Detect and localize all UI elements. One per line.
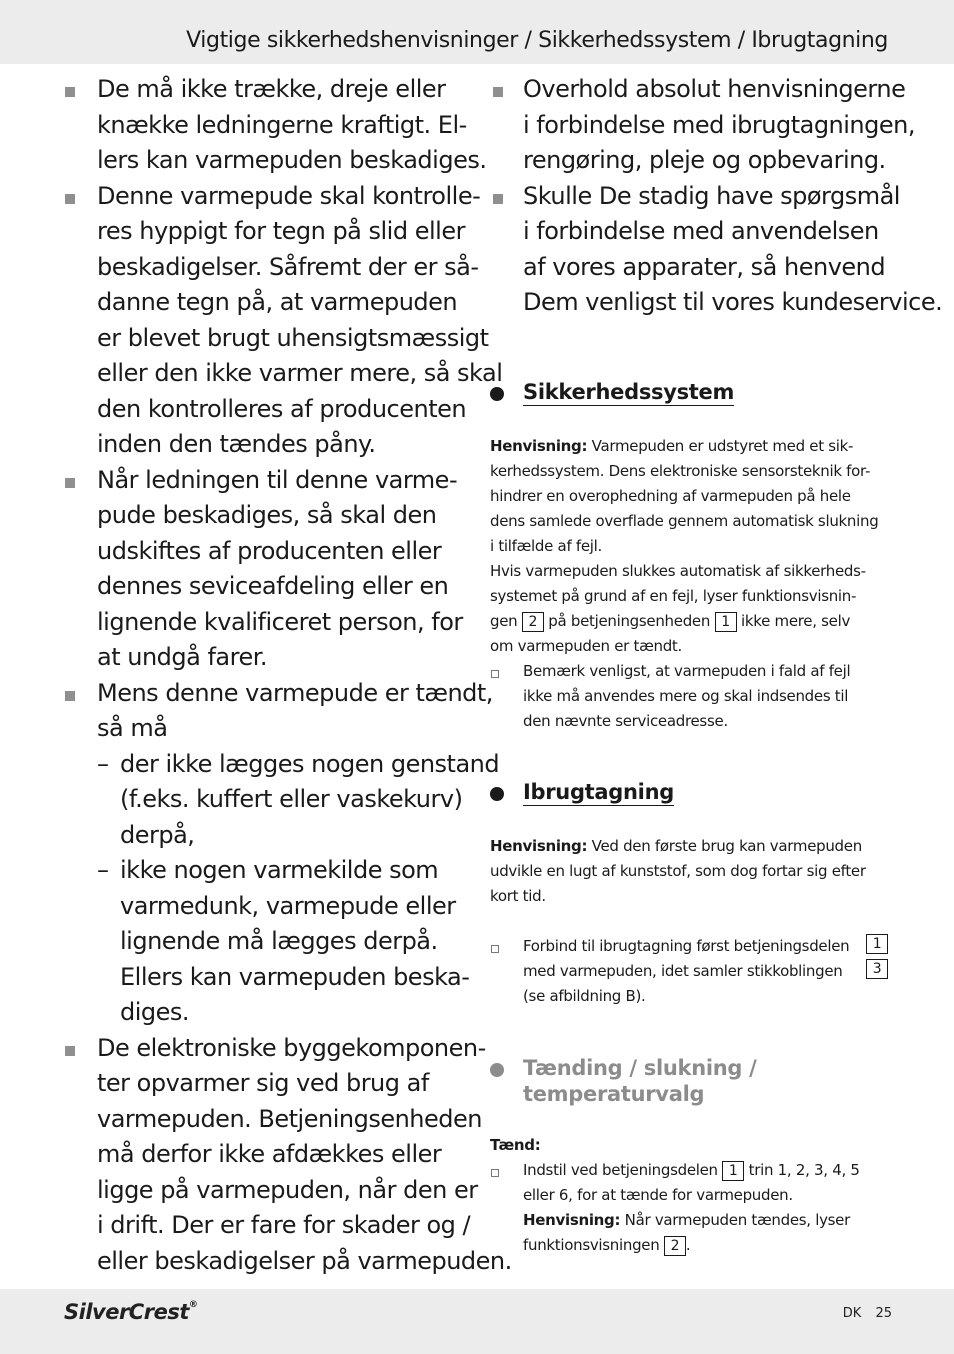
text-line: må derfor ikke afdækkes eller	[97, 1140, 442, 1168]
taending-body	[490, 1133, 900, 1258]
text-line: varmedunk, varmepude eller	[120, 891, 456, 920]
text-line: Hvis varmepuden slukkes automatisk af sikkerheds-	[490, 562, 866, 580]
hollow-square-bullet-icon	[491, 945, 499, 953]
text-line: (se afbildning B).	[523, 987, 646, 1005]
text-line: res hyppigt for tegn på slid eller	[97, 217, 465, 245]
reference-number-box: 1	[866, 934, 888, 954]
safety-item-while-on	[62, 676, 500, 1031]
text-line: Bemærk venligst, at varmepuden i fald af fejl	[523, 662, 851, 680]
text-line: varmepuden. Betjeningsenheden	[97, 1104, 482, 1133]
text-line: Overhold absolut henvisningerne	[523, 75, 906, 103]
safety-item-questions	[490, 179, 943, 321]
text-line: ligge på varmepuden, når den er	[97, 1175, 478, 1204]
language-code: DK	[842, 1306, 862, 1321]
note-line: udvikle en lugt af kunststof, som dog fortar sig efter	[490, 862, 866, 880]
section-heading-sikkerhedssystem: Sikkerhedssystem	[490, 380, 734, 406]
reference-number-box: 2	[522, 612, 544, 632]
text-line: gen 2 på betjeningsenheden 1 ikke mere, selv	[490, 612, 851, 630]
square-bullet-icon	[65, 691, 75, 701]
text-line: De må ikke trække, dreje eller	[97, 75, 446, 103]
dash-item-no-heat-source	[97, 853, 470, 1031]
text-line: lignende kvalificeret person, for	[97, 607, 463, 636]
hollow-square-bullet-icon	[491, 1169, 499, 1177]
bullet-dot-icon	[490, 387, 504, 401]
ibrugtagning-note	[490, 834, 900, 909]
note-line: i tilfælde af fejl.	[490, 537, 603, 555]
note-line: dens samlede overflade gennem automatisk slukning	[490, 512, 879, 530]
instruction-item	[490, 659, 900, 734]
text-line: udskiftes af producenten eller	[97, 536, 442, 565]
text-line: ikke må anvendes mere og skal indsendes til	[523, 687, 849, 705]
text-line: Dem venligst til vores kundeservice.	[523, 288, 943, 316]
text-line: systemet på grund af en fejl, lyser funktionsvisnin-	[490, 587, 857, 605]
reference-number-box: 3	[866, 959, 888, 979]
bullet-dot-icon	[490, 787, 504, 801]
text-line: Ellers kan varmepuden beska-	[120, 962, 470, 991]
text-line: at undgå farer.	[97, 643, 268, 671]
subheading-taend: Tænd:	[490, 1136, 541, 1154]
instruction-item	[490, 1158, 900, 1258]
text-line: ter opvarmer sig ved brug af	[97, 1069, 429, 1097]
text-line: diges.	[120, 998, 190, 1026]
text-line: pude beskadiges, så skal den	[97, 501, 437, 529]
text-line: er blevet brugt uhensigtsmæssigt	[97, 323, 489, 352]
ibrugtagning-instruction	[490, 934, 900, 1009]
left-column	[62, 72, 512, 1279]
hollow-square-bullet-icon	[491, 670, 499, 678]
text-line: inden den tændes påny.	[97, 430, 376, 458]
text-line: lers kan varmepuden beskadiges.	[97, 146, 487, 174]
section-heading-ibrugtagning: Ibrugtagning	[490, 780, 674, 806]
square-bullet-icon	[65, 478, 75, 488]
sikkerhedssystem-body	[490, 434, 900, 734]
note-label: Henvisning:	[490, 437, 588, 455]
text-line: – ikke nogen varmekilde som	[120, 856, 439, 884]
text-line: Skulle De stadig have spørgsmål	[523, 181, 900, 210]
text-line: eller 6, for at tænde for varmepuden.	[523, 1186, 793, 1204]
safety-item-electronics	[62, 1031, 512, 1280]
text-line: (f.eks. kuffert eller vaskekurv)	[120, 785, 463, 813]
safety-item-cord-replacement	[62, 463, 467, 676]
note-line: hindrer en overophedning af varmepuden på hele	[490, 487, 851, 505]
safety-item-observe	[490, 72, 915, 179]
note-line: funktionsvisningen 2 .	[523, 1236, 691, 1254]
note-line: Henvisning: Varmepuden er udstyret med et sik-	[490, 437, 854, 455]
text-line: så må	[97, 714, 168, 742]
text-line: eller den ikke varmer mere, så skal	[97, 359, 503, 387]
reference-number-box: 1	[722, 1161, 744, 1181]
note-label: Henvisning:	[523, 1211, 621, 1229]
text-line: i drift. Der er fare for skader og /	[97, 1211, 471, 1239]
reference-number-box: 2	[664, 1236, 686, 1256]
right-column-top	[490, 72, 943, 321]
text-line: af vores apparater, så henvend	[523, 252, 886, 281]
footer-page-info	[833, 1306, 892, 1321]
text-line: lignende må lægges derpå.	[120, 927, 438, 955]
page-number: 25	[875, 1306, 892, 1321]
text-line: rengøring, pleje og opbevaring.	[523, 146, 886, 174]
safety-item-cords	[62, 72, 487, 179]
text-line: danne tegn på, at varmepuden	[97, 288, 458, 316]
page-header-title: Vigtige sikkerhedshenvisninger / Sikkerhedssystem / Ibrugtagning	[186, 28, 888, 53]
dash-item-no-objects	[97, 747, 500, 854]
square-bullet-icon	[65, 194, 75, 204]
safety-item-inspection	[62, 179, 503, 463]
text-line: i forbindelse med ibrugtagningen,	[523, 110, 915, 139]
text-line: Når ledningen til denne varme-	[97, 465, 458, 494]
text-line: De elektroniske byggekomponen-	[97, 1033, 486, 1062]
text-line: – der ikke lægges nogen genstand	[120, 749, 500, 778]
text-line: om varmepuden er tændt.	[490, 637, 682, 655]
bullet-dot-icon	[490, 1063, 504, 1077]
reference-number-box: 1	[715, 612, 737, 632]
square-bullet-icon	[493, 194, 503, 204]
square-bullet-icon	[65, 87, 75, 97]
text-line: Indstil ved betjeningsdelen 1 trin 1, 2, 3, 4, 5	[523, 1161, 860, 1179]
text-line: Forbind til ibrugtagning først betjeningsdelen 1	[523, 934, 900, 959]
instruction-item	[490, 934, 900, 1009]
note-line: Henvisning: Når varmepuden tændes, lyser	[523, 1211, 850, 1229]
brand-logo: SilverCrest®	[64, 1300, 198, 1324]
text-line: dennes seviceafdeling eller en	[97, 572, 449, 600]
text-line: med varmepuden, idet samler stikkoblingen 3	[523, 959, 900, 984]
text-line: Mens denne varmepude er tændt,	[97, 678, 493, 707]
text-line: den kontrolleres af producenten	[97, 394, 467, 423]
text-line: den nævnte serviceadresse.	[523, 712, 728, 730]
note-line: Henvisning: Ved den første brug kan varmepuden	[490, 837, 862, 855]
square-bullet-icon	[493, 87, 503, 97]
text-line: beskadigelser. Såfremt der er så-	[97, 252, 479, 281]
text-line: derpå,	[120, 820, 195, 849]
text-line: Denne varmepude skal kontrolle-	[97, 181, 481, 210]
text-line: knække ledningerne kraftigt. El-	[97, 110, 467, 139]
text-line: i forbindelse med anvendelsen	[523, 217, 879, 245]
text-line: eller beskadigelser på varmepuden.	[97, 1246, 512, 1275]
note-line: kerhedssystem. Dens elektroniske sensorsteknik for-	[490, 462, 871, 480]
note-label: Henvisning:	[490, 837, 588, 855]
section-heading-taending: Tænding / slukning / temperaturvalg	[490, 1056, 757, 1108]
square-bullet-icon	[65, 1046, 75, 1056]
note-line: kort tid.	[490, 887, 546, 905]
